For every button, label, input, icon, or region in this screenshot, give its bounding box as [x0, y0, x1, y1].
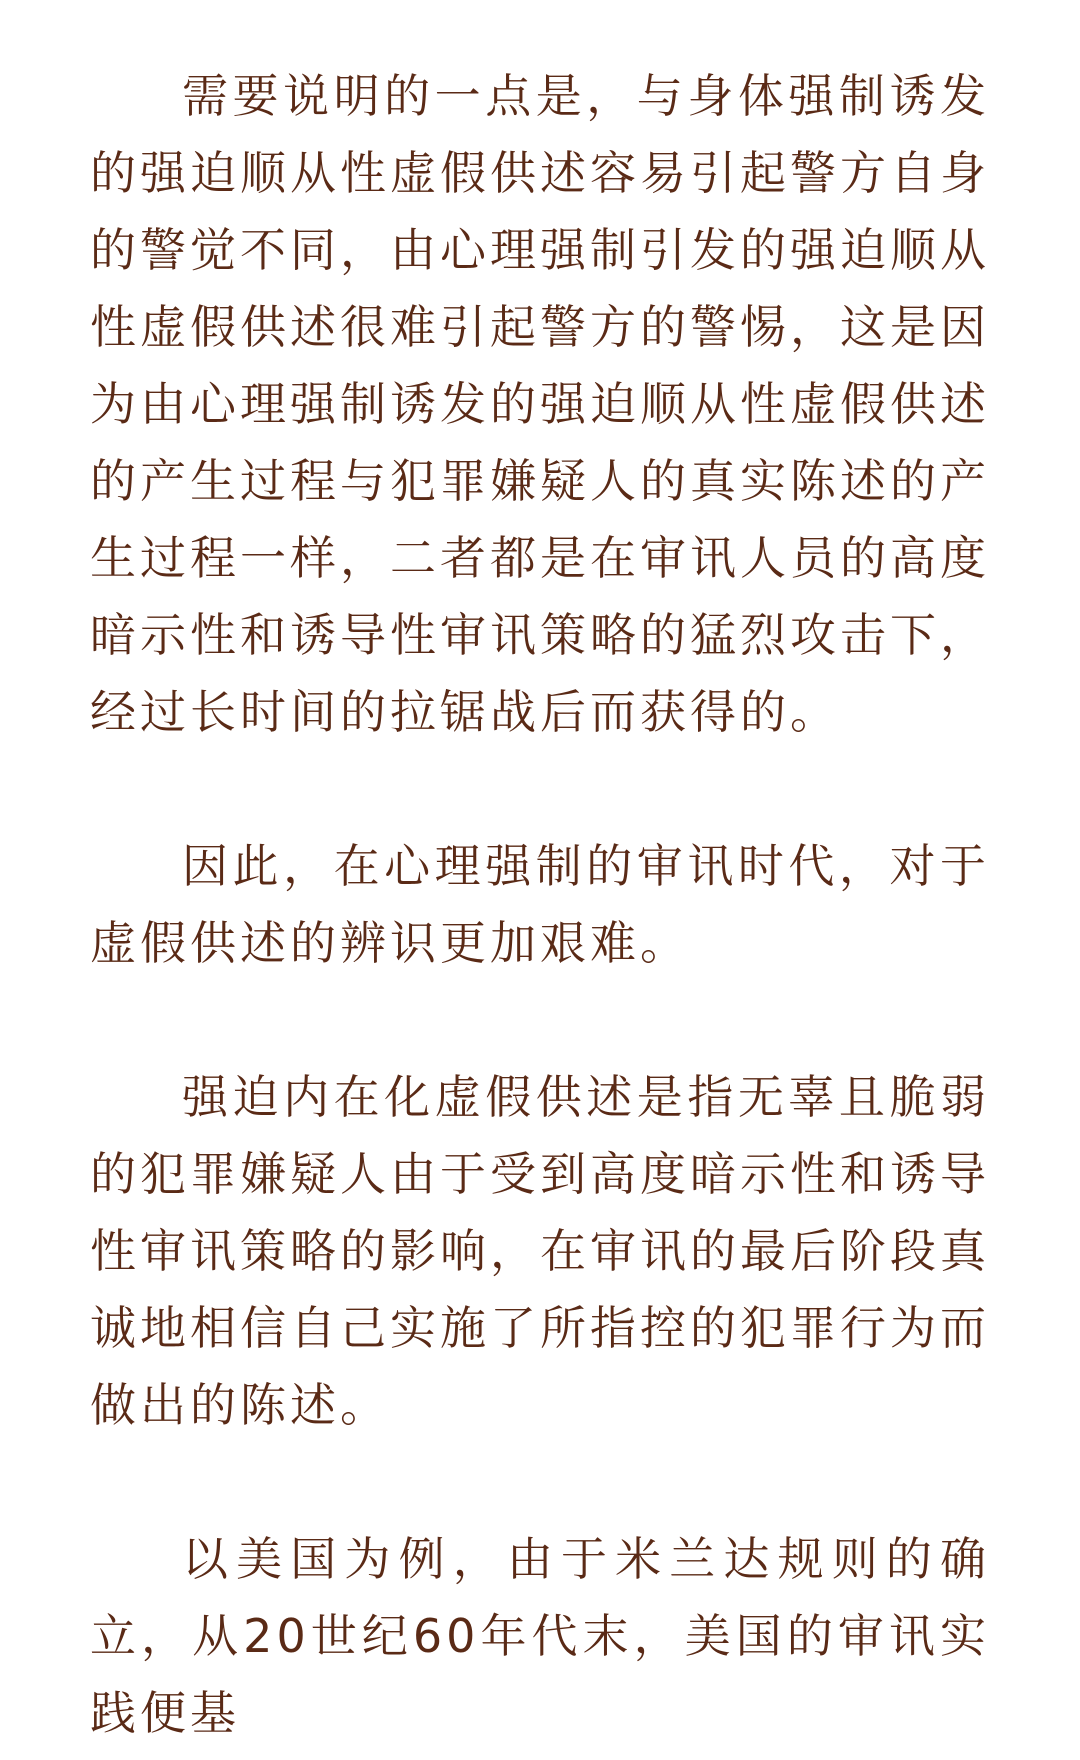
- paragraph-3: 强迫内在化虚假供述是指无辜且脆弱的犯罪嫌疑人由于受到高度暗示性和诱导性审讯策略的影响，在审讯的最后阶段真诚地相信自己实施了所指控的犯罪行为而做出的陈述。: [90, 1070, 990, 1432]
- paragraph-4: 以美国为例，由于米兰达规则的确立，从20世纪60年代末，美国的审讯实践便基: [90, 1532, 990, 1740]
- paragraph-1: 需要说明的一点是，与身体强制诱发的强迫顺从性虚假供述容易引起警方自身的警觉不同，由心理强制引发的强迫顺从性虚假供述很难引起警方的警惕，这是因为由心理强制诱发的强迫顺从性虚假供述的产生过程与犯罪嫌疑人的真实陈述的产生过程一样，二者都是在审讯人员的高度暗示性和诱导性审讯策略的猛烈攻击下，经过长时间的拉锯战后而获得的。: [90, 69, 990, 739]
- paragraph-2: 因此，在心理强制的审讯时代，对于虚假供述的辨识更加艰难。: [90, 839, 990, 970]
- article-body: [90, 58, 990, 1752]
